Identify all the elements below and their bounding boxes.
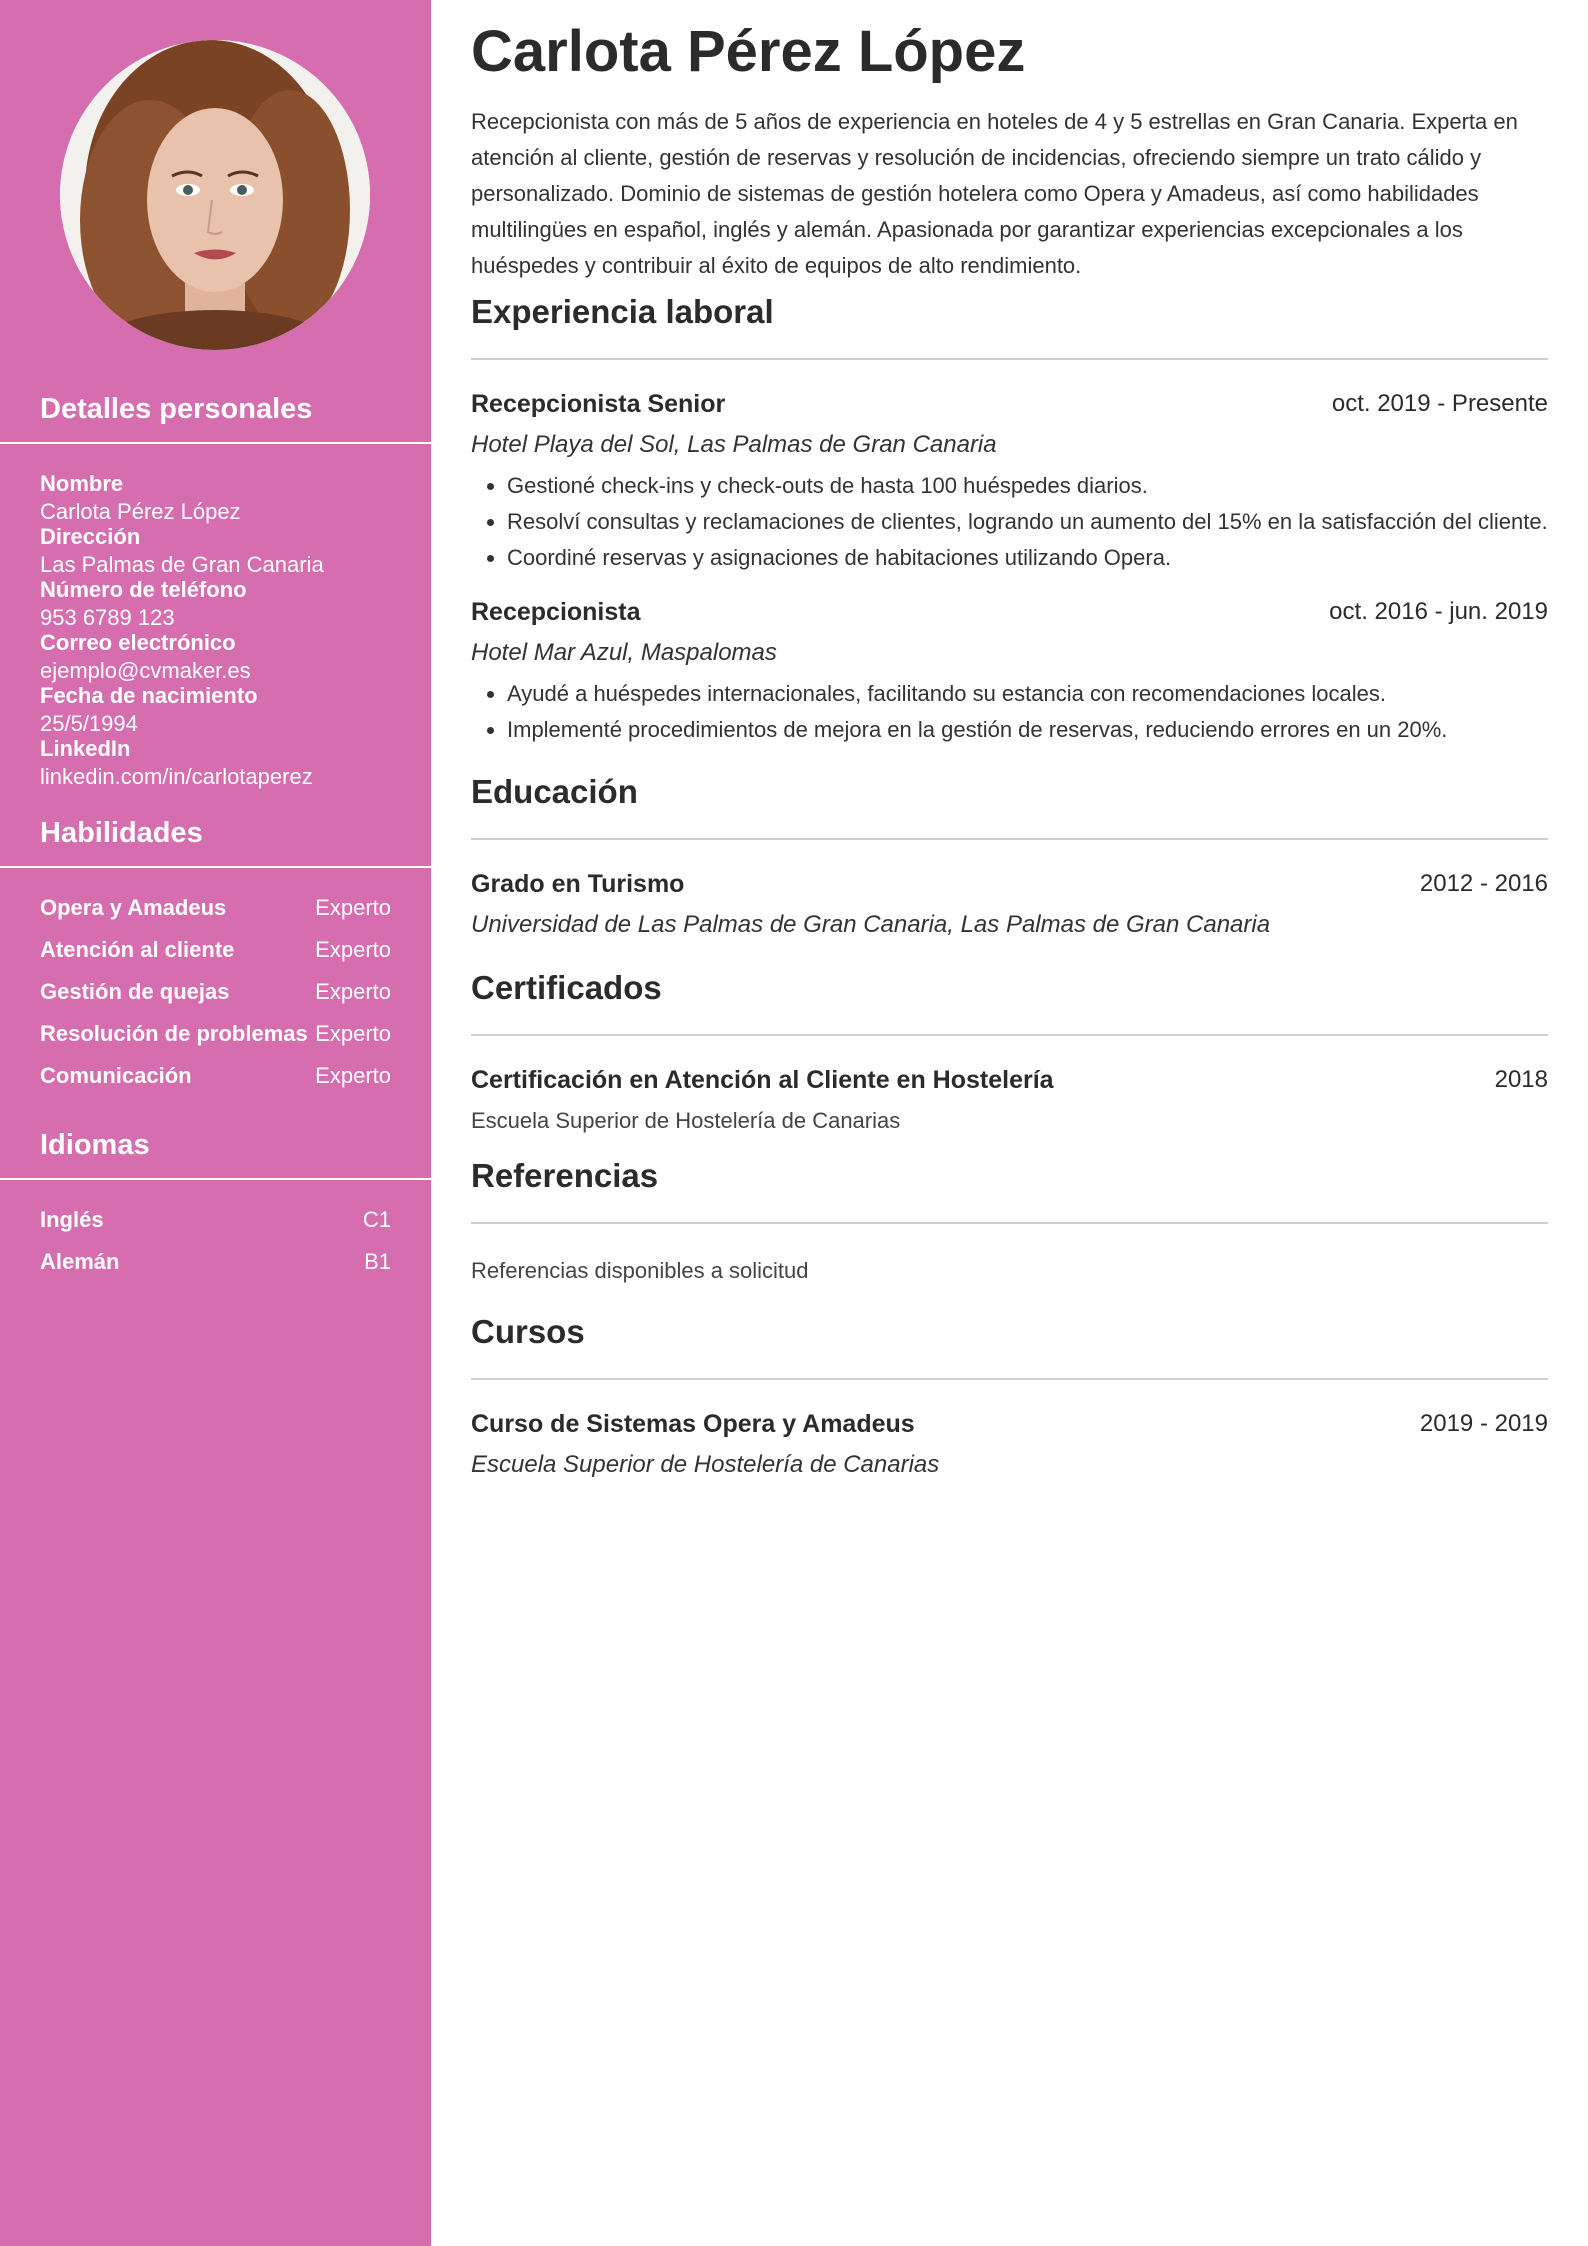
detail-label: Dirección [40, 524, 141, 549]
profile-photo [60, 40, 370, 350]
detail-value: 25/5/1994 [40, 711, 138, 736]
language-level: B1 [364, 1249, 391, 1274]
detail-value: 953 6789 123 [40, 605, 175, 630]
education-entry [471, 868, 1548, 942]
skill-level: Experto [315, 979, 391, 1004]
education-school: Universidad de Las Palmas de Gran Canaria, Las Palmas de Gran Canaria [471, 911, 1271, 938]
skill-row [40, 1020, 391, 1062]
references-text: Referencias disponibles a solicitud [471, 1258, 809, 1283]
references-title: Referencias [471, 1157, 659, 1194]
job-role: Recepcionista [471, 598, 641, 626]
job-bullets [471, 468, 1548, 576]
skill-name: Atención al cliente [40, 937, 235, 962]
job-bullet: • Coordiné reservas y asignaciones de habitaciones utilizando Opera. [507, 540, 1548, 576]
job-date: oct. 2016 - jun. 2019 [1329, 598, 1548, 625]
education-header [471, 868, 1548, 900]
certificate-entry [471, 1064, 1548, 1138]
skill-level: Experto [315, 937, 391, 962]
language-name: Alemán [40, 1249, 120, 1274]
skill-level: Experto [315, 1063, 391, 1088]
job-bullet: • Gestioné check-ins y check-outs de hasta 100 huéspedes diarios. [507, 468, 1548, 504]
skills-list [0, 894, 431, 1104]
job-role: Recepcionista Senior [471, 390, 726, 418]
profile-summary: Recepcionista con más de 5 años de experiencia en hoteles de 4 y 5 estrellas en Gran Canaria. Experta en atención al cliente, gestión de reservas y resolución de incidencias, ofreciendo siempre un trato cálido y personalizado. Dominio de sistemas de gestión hotelera como Opera y Amadeus, así como habilidades multilingües en español, inglés y alemán. Apasionada por garantizar experiencias excepcionales a los huéspedes y contribuir al éxito de equipos de alto rendimiento. [471, 109, 1518, 278]
course-entry [471, 1408, 1548, 1482]
job-entry [471, 388, 1548, 576]
personal-details-list [0, 470, 431, 788]
job-company: Hotel Mar Azul, Maspalomas [471, 639, 777, 666]
skill-name: Opera y Amadeus [40, 895, 227, 920]
job-bullet: • Ayudé a huéspedes internacionales, facilitando su estancia con recomendaciones locales. [507, 676, 1548, 712]
job-company: Hotel Playa del Sol, Las Palmas de Gran Canaria [471, 431, 997, 458]
certificate-issuer: Escuela Superior de Hostelería de Canarias [471, 1108, 901, 1133]
skill-level: Experto [315, 895, 391, 920]
detail-name [40, 470, 431, 523]
detail-value: Carlota Pérez López [40, 499, 241, 524]
language-row [40, 1206, 391, 1248]
detail-label: Número de teléfono [40, 577, 247, 602]
course-name: Curso de Sistemas Opera y Amadeus [471, 1410, 915, 1438]
detail-label: Nombre [40, 471, 124, 496]
detail-address [40, 523, 431, 576]
detail-value: ejemplo@cvmaker.es [40, 658, 251, 683]
detail-email [40, 629, 431, 682]
skill-name: Comunicación [40, 1063, 192, 1088]
certificate-date: 2018 [1494, 1066, 1548, 1093]
experience-title: Experiencia laboral [471, 293, 774, 330]
job-bullet: • Resolví consultas y reclamaciones de clientes, logrando un aumento del 15% en la satisfacción del cliente. [507, 504, 1548, 540]
detail-value: linkedin.com/in/carlotaperez [40, 764, 313, 789]
course-header [471, 1408, 1548, 1440]
main-content [431, 0, 1588, 2246]
detail-value: Las Palmas de Gran Canaria [40, 552, 324, 577]
skill-row [40, 936, 391, 978]
detail-phone [40, 576, 431, 629]
certificate-header [471, 1064, 1548, 1096]
skill-row [40, 894, 391, 936]
detail-linkedin [40, 735, 431, 788]
skill-name: Gestión de quejas [40, 979, 230, 1004]
job-bullet: • Implementé procedimientos de mejora en la gestión de reservas, reduciendo errores en un 20%. [507, 712, 1548, 748]
skill-name: Resolución de problemas [40, 1021, 308, 1046]
detail-label: Fecha de nacimiento [40, 683, 258, 708]
course-date: 2019 - 2019 [1419, 1410, 1548, 1437]
candidate-name: Carlota Pérez López [471, 19, 1026, 84]
portrait-image [60, 40, 370, 350]
languages-title: Idiomas [40, 1129, 150, 1161]
skill-level: Experto [315, 1021, 391, 1046]
language-level: C1 [362, 1207, 391, 1232]
languages-list [0, 1206, 431, 1290]
personal-details-title: Detalles personales [40, 393, 313, 425]
certificate-name: Certificación en Atención al Cliente en Hostelería [471, 1066, 1054, 1094]
job-header [471, 388, 1548, 420]
skills-title: Habilidades [40, 817, 203, 849]
education-date: 2012 - 2016 [1419, 870, 1548, 897]
language-row [40, 1248, 391, 1290]
job-date: oct. 2019 - Presente [1331, 390, 1548, 417]
education-title: Educación [471, 773, 638, 810]
language-name: Inglés [40, 1207, 104, 1232]
job-bullets [471, 676, 1548, 748]
certificates-title: Certificados [471, 969, 662, 1006]
skill-row [40, 1062, 391, 1104]
sidebar [0, 0, 431, 2246]
job-header [471, 596, 1548, 628]
courses-title: Cursos [471, 1313, 585, 1350]
detail-label: Correo electrónico [40, 630, 236, 655]
job-entry [471, 596, 1548, 748]
detail-label: LinkedIn [40, 736, 131, 761]
skill-row [40, 978, 391, 1020]
education-degree: Grado en Turismo [471, 870, 685, 898]
course-school: Escuela Superior de Hostelería de Canarias [471, 1451, 940, 1478]
detail-birthdate [40, 682, 431, 735]
